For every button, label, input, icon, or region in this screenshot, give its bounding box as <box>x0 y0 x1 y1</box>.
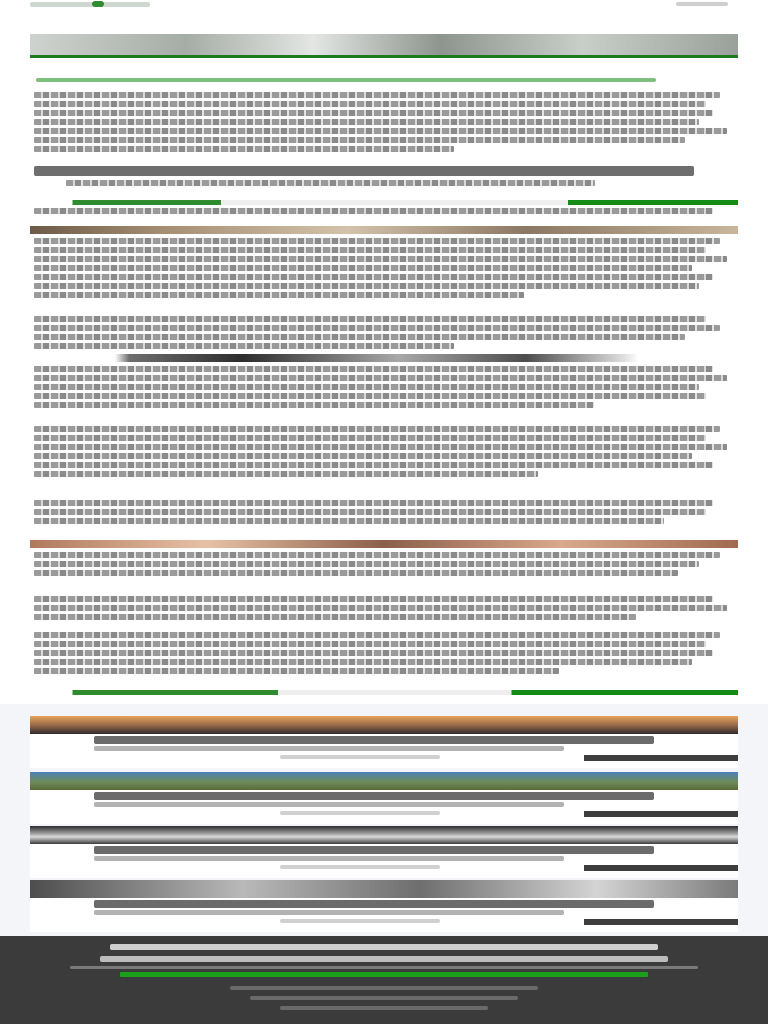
article-paragraph <box>34 208 734 217</box>
post-thumbnail[interactable] <box>30 880 738 898</box>
footer-links[interactable] <box>230 986 538 990</box>
footer-copyright <box>280 1006 488 1010</box>
article-image <box>30 540 738 548</box>
post-title[interactable] <box>94 736 654 744</box>
footer-title-line <box>110 944 658 950</box>
related-post-card[interactable] <box>30 826 738 878</box>
article-image <box>30 354 738 362</box>
related-post-card[interactable] <box>30 772 738 824</box>
read-more-button[interactable] <box>584 811 738 817</box>
post-thumbnail[interactable] <box>30 716 738 734</box>
logo-icon[interactable] <box>30 2 150 7</box>
article-paragraph <box>34 92 734 155</box>
logo-mark-icon <box>92 1 104 7</box>
post-excerpt <box>94 802 564 807</box>
footer-links[interactable] <box>250 996 518 1000</box>
post-date <box>280 865 440 869</box>
article-paragraph <box>34 596 734 623</box>
article-image <box>30 226 738 234</box>
post-date <box>280 755 440 759</box>
article-paragraph <box>34 632 734 677</box>
article-paragraph <box>34 238 734 301</box>
post-excerpt <box>94 910 564 915</box>
article-paragraph <box>34 500 734 527</box>
article-meta-link[interactable] <box>36 78 656 82</box>
footer-cta-bar[interactable] <box>120 972 648 977</box>
read-more-button[interactable] <box>584 755 738 761</box>
post-date <box>280 811 440 815</box>
article-paragraph <box>34 366 734 411</box>
article-meta <box>36 62 636 74</box>
post-title[interactable] <box>94 792 654 800</box>
related-post-card[interactable] <box>30 716 738 768</box>
section-divider <box>30 200 738 205</box>
post-thumbnail[interactable] <box>30 772 738 790</box>
list-item <box>66 180 606 189</box>
post-thumbnail[interactable] <box>30 826 738 844</box>
post-date <box>280 919 440 923</box>
footer-tagline <box>70 966 698 969</box>
post-excerpt <box>94 856 564 861</box>
related-post-card[interactable] <box>30 880 738 932</box>
article-end-divider <box>30 690 738 695</box>
post-excerpt <box>94 746 564 751</box>
article-paragraph <box>34 426 734 480</box>
menu-icon[interactable] <box>676 2 728 6</box>
post-title[interactable] <box>94 846 654 854</box>
post-title[interactable] <box>94 900 654 908</box>
read-more-button[interactable] <box>584 865 738 871</box>
article-paragraph <box>34 552 734 579</box>
footer-title-line <box>100 956 668 962</box>
article-paragraph <box>34 316 734 352</box>
read-more-button[interactable] <box>584 919 738 925</box>
section-heading <box>34 166 694 176</box>
hero-accent-strip <box>30 55 738 58</box>
